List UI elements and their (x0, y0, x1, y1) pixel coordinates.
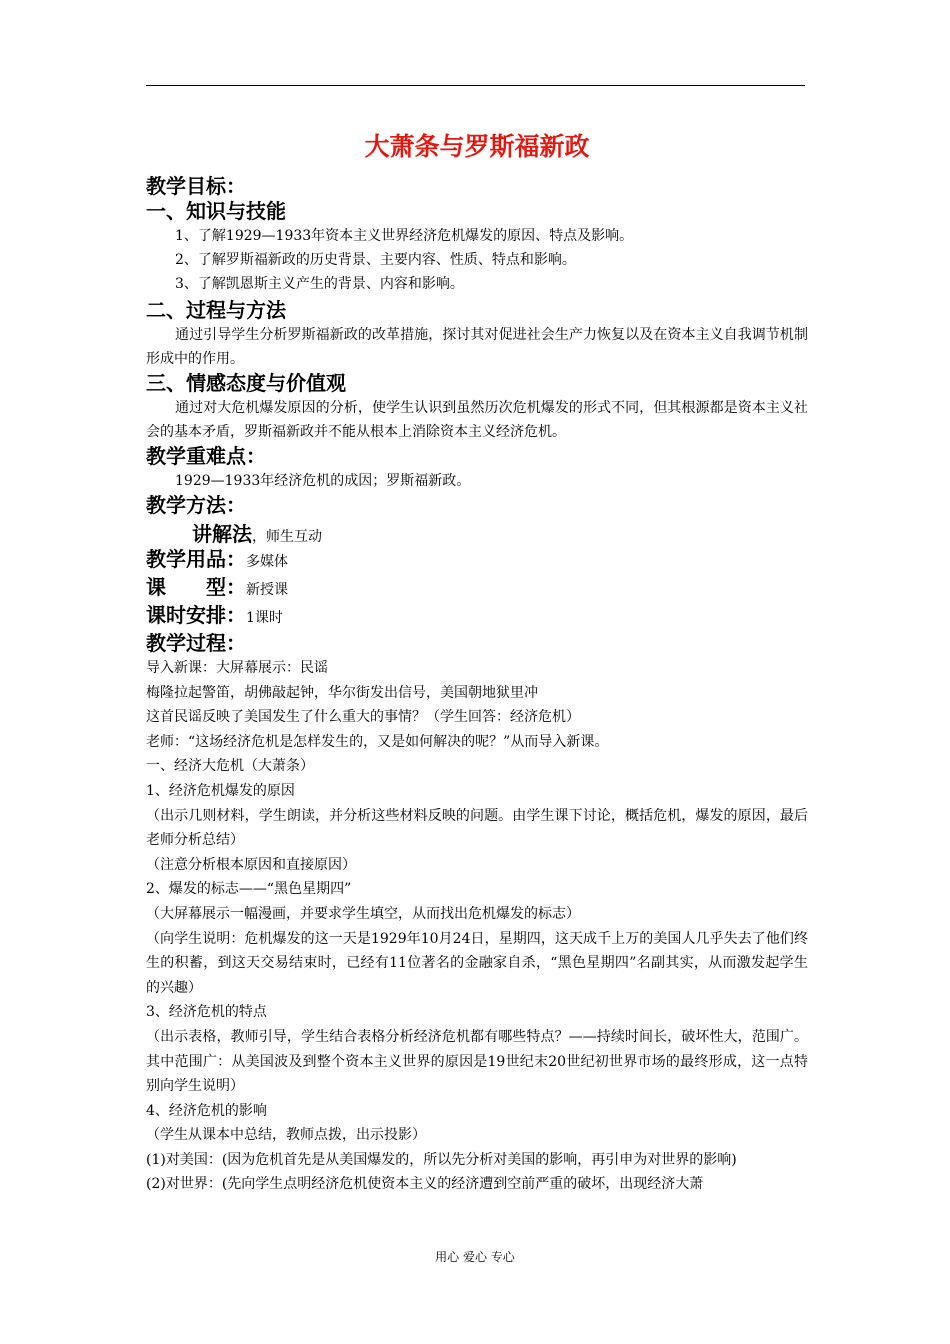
process-line: （出示表格，教师引导，学生结合表格分析经济危机都有哪些特点？——持续时间长，破坏性大，范围广。其中范围广：从美国波及到整个资本主义世界的原因是19世纪末20世纪初世界市场的最终形成，这一点特别向学生说明） (146, 1028, 808, 1095)
knowledge-heading: 一、知识与技能 (146, 199, 286, 223)
type-value: 新授课 (246, 582, 288, 598)
header-rule (146, 85, 805, 86)
knowledge-item: 2、了解罗斯福新政的历史背景、主要内容、性质、特点和影响。 (175, 252, 576, 268)
tools-line (146, 547, 808, 575)
process-line: 导入新课：大屏幕展示：民谣 (146, 660, 328, 676)
process-method-heading: 二、过程与方法 (146, 298, 286, 322)
schedule-line (146, 603, 808, 631)
tools-value: 多媒体 (246, 554, 288, 570)
schedule-heading: 课时安排： (146, 603, 246, 627)
process-line: 4、经济危机的影响 (146, 1102, 267, 1119)
key-points-text: 1929—1933年经济危机的成因；罗斯福新政。 (175, 473, 471, 489)
methods-rest: ，师生互动 (252, 529, 322, 545)
process-line: 这首民谣反映了美国发生了什么重大的事情？（学生回答：经济危机） (146, 709, 580, 726)
process-method-text: 通过引导学生分析罗斯福新政的改革措施，探讨其对促进社会生产力恢复以及在资本主义自我调节机制形成中的作用。 (146, 327, 808, 367)
methods-heading: 教学方法： (146, 493, 246, 517)
key-points-heading: 教学重难点： (146, 444, 266, 468)
knowledge-item: 3、了解凯恩斯主义产生的背景、内容和影响。 (175, 276, 464, 292)
emotion-text: 通过对大危机爆发原因的分析，使学生认识到虽然历次危机爆发的形式不同，但其根源都是资本主义社会的基本矛盾，罗斯福新政并不能从根本上消除资本主义经济危机。 (146, 400, 808, 440)
type-heading: 课 型： (146, 575, 246, 599)
process-line: 梅隆拉起警笛，胡佛敲起钟，华尔街发出信号，美国朝地狱里冲 (146, 684, 538, 701)
process-line: （出示几则材料，学生朗读，并分析这些材料反映的问题。由学生课下讨论，概括危机，爆发的原因，最后老师分析总结） (146, 807, 808, 849)
process-line: （大屏幕展示一幅漫画，并要求学生填空，从而找出危机爆发的标志） (146, 905, 580, 922)
process-section-heading: 教学过程： (146, 631, 246, 655)
process-line: 一、经济大危机（大萧条） (146, 758, 314, 775)
process-line: 老师：“这场经济危机是怎样发生的，又是如何解决的呢？”从而导入新课。 (146, 733, 609, 750)
methods-main: 讲解法 (192, 522, 252, 546)
process-line: （学生从课本中总结，教师点拨，出示投影） (146, 1127, 426, 1144)
type-line (146, 575, 808, 603)
tools-heading: 教学用品： (146, 547, 246, 571)
document-title: 大萧条与罗斯福新政 (364, 132, 590, 161)
process-line: (2)对世界：(先向学生点明经济危机使资本主义的经济遭到空前严重的破坏，出现经济大萧 (146, 1176, 704, 1193)
objectives-heading: 教学目标： (146, 174, 246, 198)
document-body (146, 128, 808, 1197)
process-line: （向学生说明：危机爆发的这一天是1929年10月24日，星期四，这天成千上万的美国人几乎失去了他们终生的积蓄，到这天交易结束时，已经有11位著名的金融家自杀，“黑色星期四”名副其实，从而激发起学生的兴趣） (146, 930, 808, 996)
schedule-value: 1课时 (246, 610, 283, 626)
emotion-heading: 三、情感态度与价值观 (146, 371, 346, 395)
process-line: 2、爆发的标志——“黑色星期四” (146, 881, 352, 898)
process-line: (1)对美国：(因为危机首先是从美国爆发的，所以先分析对美国的影响，再引申为对世界的影响) (146, 1151, 737, 1168)
process-line: （注意分析根本原因和直接原因） (146, 856, 356, 873)
process-line: 3、经济危机的特点 (146, 1004, 267, 1021)
process-lines (146, 656, 808, 1197)
page-footer: 用心 爱心 专心 (435, 1250, 515, 1264)
process-line: 1、经济危机爆发的原因 (146, 782, 295, 799)
methods-line (146, 518, 808, 547)
knowledge-item: 1、了解1929—1933年资本主义世界经济危机爆发的原因、特点及影响。 (175, 228, 634, 244)
